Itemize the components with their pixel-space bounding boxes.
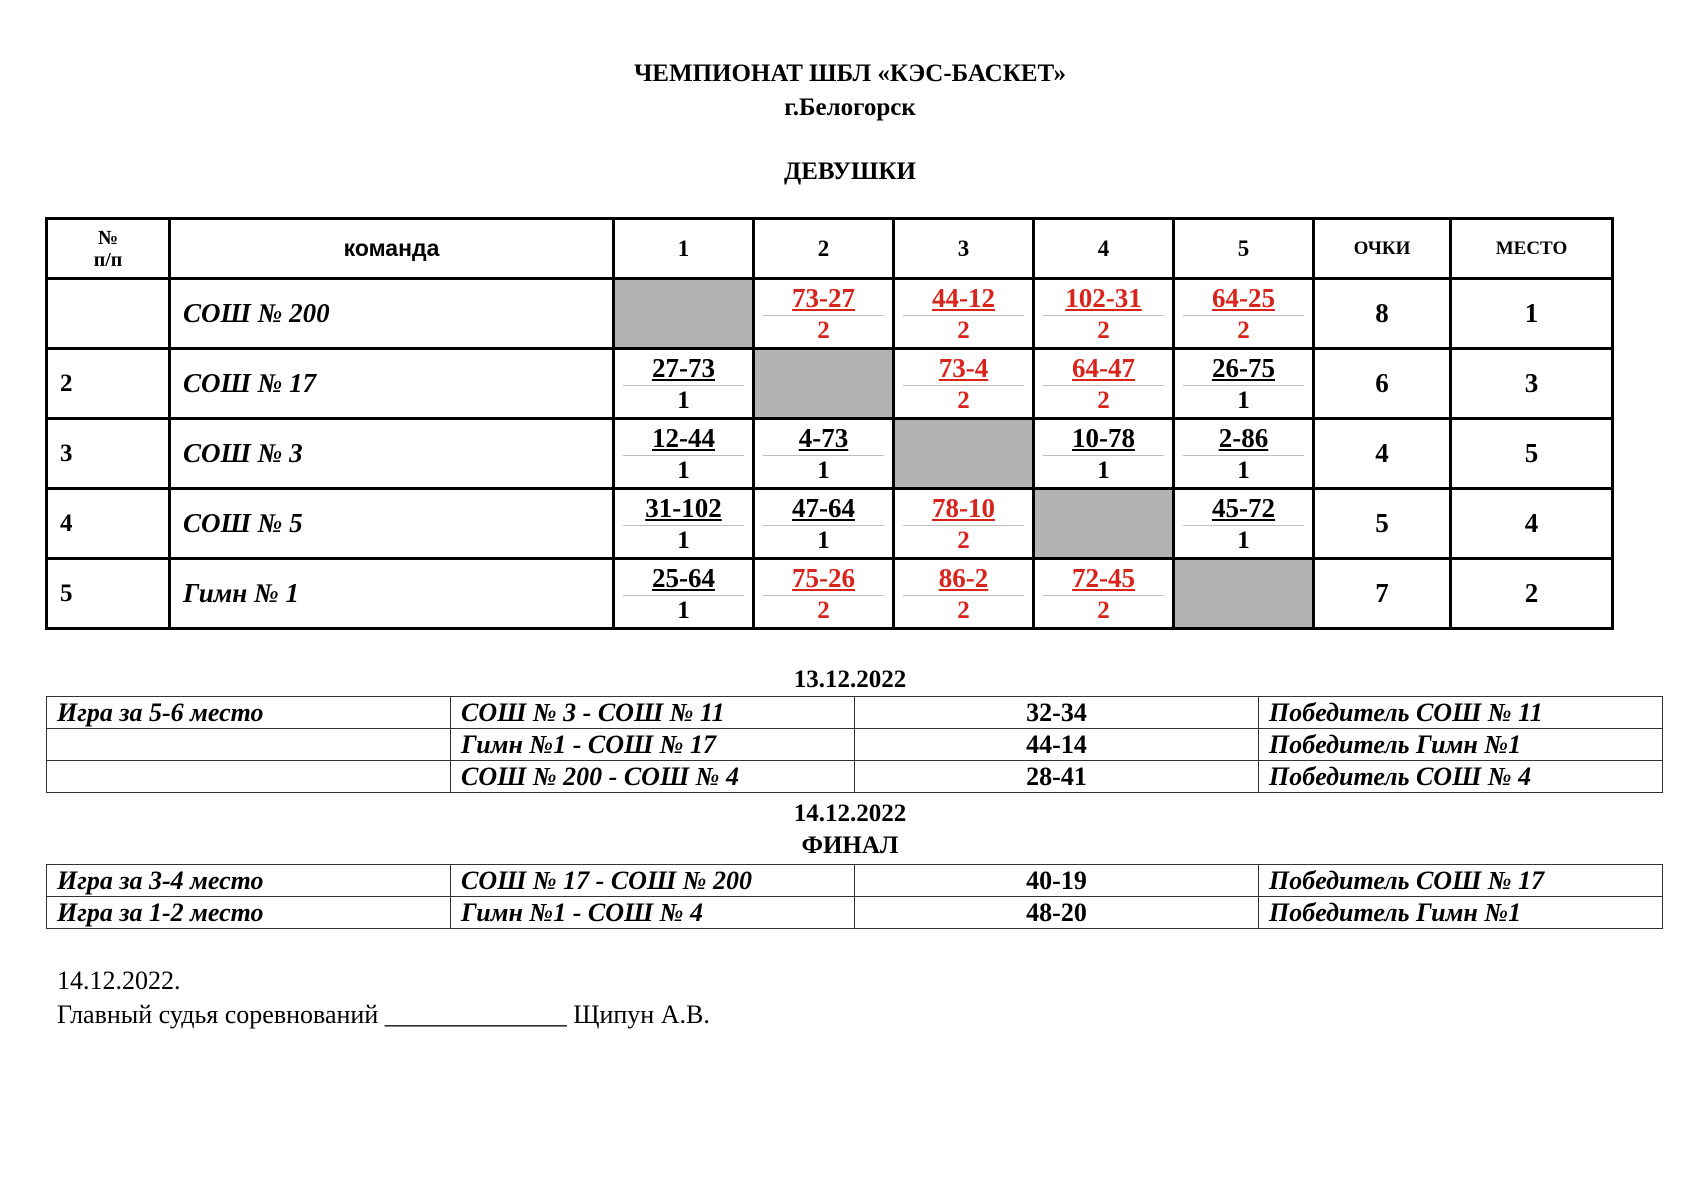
day1-date: 13.12.2022 <box>793 666 907 693</box>
standings-row <box>47 559 1613 629</box>
game-row <box>47 897 1663 929</box>
match-score: 44-12 <box>932 283 995 313</box>
game-score: 28-41 <box>855 761 1259 793</box>
self-match-cell <box>1034 489 1174 559</box>
game-label: Игра за 1-2 место <box>47 897 451 929</box>
footer-date: 14.12.2022. <box>57 966 181 995</box>
game-score: 40-19 <box>855 865 1259 897</box>
team-points: 8 <box>1314 279 1451 349</box>
match-points: 1 <box>623 525 744 556</box>
match-points: 2 <box>1183 315 1304 346</box>
team-name: Гимн № 1 <box>170 559 614 629</box>
team-place: 3 <box>1451 349 1613 419</box>
team-points: 6 <box>1314 349 1451 419</box>
self-match-cell <box>614 279 754 349</box>
match-points: 1 <box>1183 525 1304 556</box>
team-place: 4 <box>1451 489 1613 559</box>
game-row <box>47 697 1663 729</box>
match-result-cell <box>754 279 894 349</box>
match-points: 2 <box>903 385 1024 416</box>
match-result-cell <box>894 349 1034 419</box>
game-label: Игра за 5-6 место <box>47 697 451 729</box>
match-score: 78-10 <box>932 493 995 523</box>
match-score: 45-72 <box>1212 493 1275 523</box>
match-score: 73-27 <box>792 283 855 313</box>
day2-date: 14.12.2022 <box>793 800 907 827</box>
match-points: 1 <box>1183 385 1304 416</box>
header-team: команда <box>170 219 614 279</box>
match-result-cell <box>894 279 1034 349</box>
championship-title: ЧЕМПИОНАТ ШБЛ «КЭС-БАСКЕТ» <box>633 60 1067 87</box>
match-score: 64-25 <box>1212 283 1275 313</box>
team-name: СОШ № 200 <box>170 279 614 349</box>
match-result-cell <box>894 559 1034 629</box>
match-result-cell <box>1174 349 1314 419</box>
row-number <box>47 279 170 349</box>
match-score: 86-2 <box>938 563 989 593</box>
match-points: 2 <box>763 315 884 346</box>
header-col-3: 3 <box>894 219 1034 279</box>
match-points: 1 <box>1183 455 1304 486</box>
game-score: 44-14 <box>855 729 1259 761</box>
standings-row <box>47 419 1613 489</box>
match-result-cell <box>614 349 754 419</box>
match-points: 1 <box>623 455 744 486</box>
game-winner: Победитель СОШ № 11 <box>1259 697 1663 729</box>
header-points: ОЧКИ <box>1314 219 1451 279</box>
match-score: 31-102 <box>645 493 722 523</box>
match-result-cell <box>1034 419 1174 489</box>
match-score: 72-45 <box>1072 563 1135 593</box>
match-score: 75-26 <box>792 563 855 593</box>
final-games-table <box>46 864 1663 929</box>
match-score: 102-31 <box>1065 283 1142 313</box>
match-result-cell <box>754 489 894 559</box>
city-name: г.Белогорск <box>784 94 916 121</box>
team-place: 5 <box>1451 419 1613 489</box>
chief-judge-signature: Главный судья соревнований ______________ Щипун А.В. <box>57 1000 710 1029</box>
row-number: 3 <box>47 419 170 489</box>
team-place: 2 <box>1451 559 1613 629</box>
match-points: 1 <box>1043 455 1164 486</box>
game-winner: Победитель Гимн №1 <box>1259 897 1663 929</box>
match-score: 4-73 <box>798 423 849 453</box>
game-row <box>47 729 1663 761</box>
match-score: 12-44 <box>652 423 715 453</box>
game-label <box>47 761 451 793</box>
game-score: 32-34 <box>855 697 1259 729</box>
match-points: 1 <box>623 385 744 416</box>
standings-row <box>47 489 1613 559</box>
match-points: 2 <box>1043 385 1164 416</box>
row-number: 5 <box>47 559 170 629</box>
match-score: 47-64 <box>792 493 855 523</box>
game-match: СОШ № 200 - СОШ № 4 <box>451 761 855 793</box>
match-points: 2 <box>1043 595 1164 626</box>
match-result-cell <box>614 559 754 629</box>
match-points: 1 <box>763 525 884 556</box>
game-score: 48-20 <box>855 897 1259 929</box>
row-number: 4 <box>47 489 170 559</box>
game-row <box>47 865 1663 897</box>
team-points: 7 <box>1314 559 1451 629</box>
match-result-cell <box>614 419 754 489</box>
match-points: 1 <box>763 455 884 486</box>
match-result-cell <box>1174 279 1314 349</box>
category-title: ДЕВУШКИ <box>784 158 916 185</box>
game-match: СОШ № 17 - СОШ № 200 <box>451 865 855 897</box>
team-name: СОШ № 5 <box>170 489 614 559</box>
self-match-cell <box>1174 559 1314 629</box>
match-score: 64-47 <box>1072 353 1135 383</box>
standings-row <box>47 349 1613 419</box>
self-match-cell <box>894 419 1034 489</box>
match-score: 27-73 <box>652 353 715 383</box>
header-place: МЕСТО <box>1451 219 1613 279</box>
game-winner: Победитель СОШ № 4 <box>1259 761 1663 793</box>
match-result-cell <box>894 489 1034 559</box>
game-winner: Победитель Гимн №1 <box>1259 729 1663 761</box>
match-points: 2 <box>763 595 884 626</box>
row-number: 2 <box>47 349 170 419</box>
header-col-5: 5 <box>1174 219 1314 279</box>
match-points: 1 <box>623 595 744 626</box>
header-col-4: 4 <box>1034 219 1174 279</box>
match-result-cell <box>754 419 894 489</box>
match-result-cell <box>1034 559 1174 629</box>
team-points: 5 <box>1314 489 1451 559</box>
game-match: Гимн №1 - СОШ № 4 <box>451 897 855 929</box>
match-result-cell <box>1174 419 1314 489</box>
match-result-cell <box>754 559 894 629</box>
header-col-1: 1 <box>614 219 754 279</box>
match-points: 2 <box>1043 315 1164 346</box>
game-match: Гимн №1 - СОШ № 17 <box>451 729 855 761</box>
game-winner: Победитель СОШ № 17 <box>1259 865 1663 897</box>
match-result-cell <box>614 489 754 559</box>
day1-games-table <box>46 696 1663 793</box>
header-number: № п/п <box>47 219 170 279</box>
match-score: 10-78 <box>1072 423 1135 453</box>
standings-header-row <box>47 219 1613 279</box>
final-title: ФИНАЛ <box>801 832 899 859</box>
self-match-cell <box>754 349 894 419</box>
standings-row <box>47 279 1613 349</box>
standings-table <box>45 217 1614 630</box>
match-score: 26-75 <box>1212 353 1275 383</box>
team-name: СОШ № 17 <box>170 349 614 419</box>
match-points: 2 <box>903 595 1024 626</box>
match-result-cell <box>1034 349 1174 419</box>
match-score: 2-86 <box>1218 423 1269 453</box>
match-points: 2 <box>903 525 1024 556</box>
game-match: СОШ № 3 - СОШ № 11 <box>451 697 855 729</box>
header-col-2: 2 <box>754 219 894 279</box>
game-label <box>47 729 451 761</box>
match-result-cell <box>1174 489 1314 559</box>
team-name: СОШ № 3 <box>170 419 614 489</box>
team-points: 4 <box>1314 419 1451 489</box>
match-score: 25-64 <box>652 563 715 593</box>
match-score: 73-4 <box>938 353 989 383</box>
game-label: Игра за 3-4 место <box>47 865 451 897</box>
game-row <box>47 761 1663 793</box>
team-place: 1 <box>1451 279 1613 349</box>
match-result-cell <box>1034 279 1174 349</box>
match-points: 2 <box>903 315 1024 346</box>
